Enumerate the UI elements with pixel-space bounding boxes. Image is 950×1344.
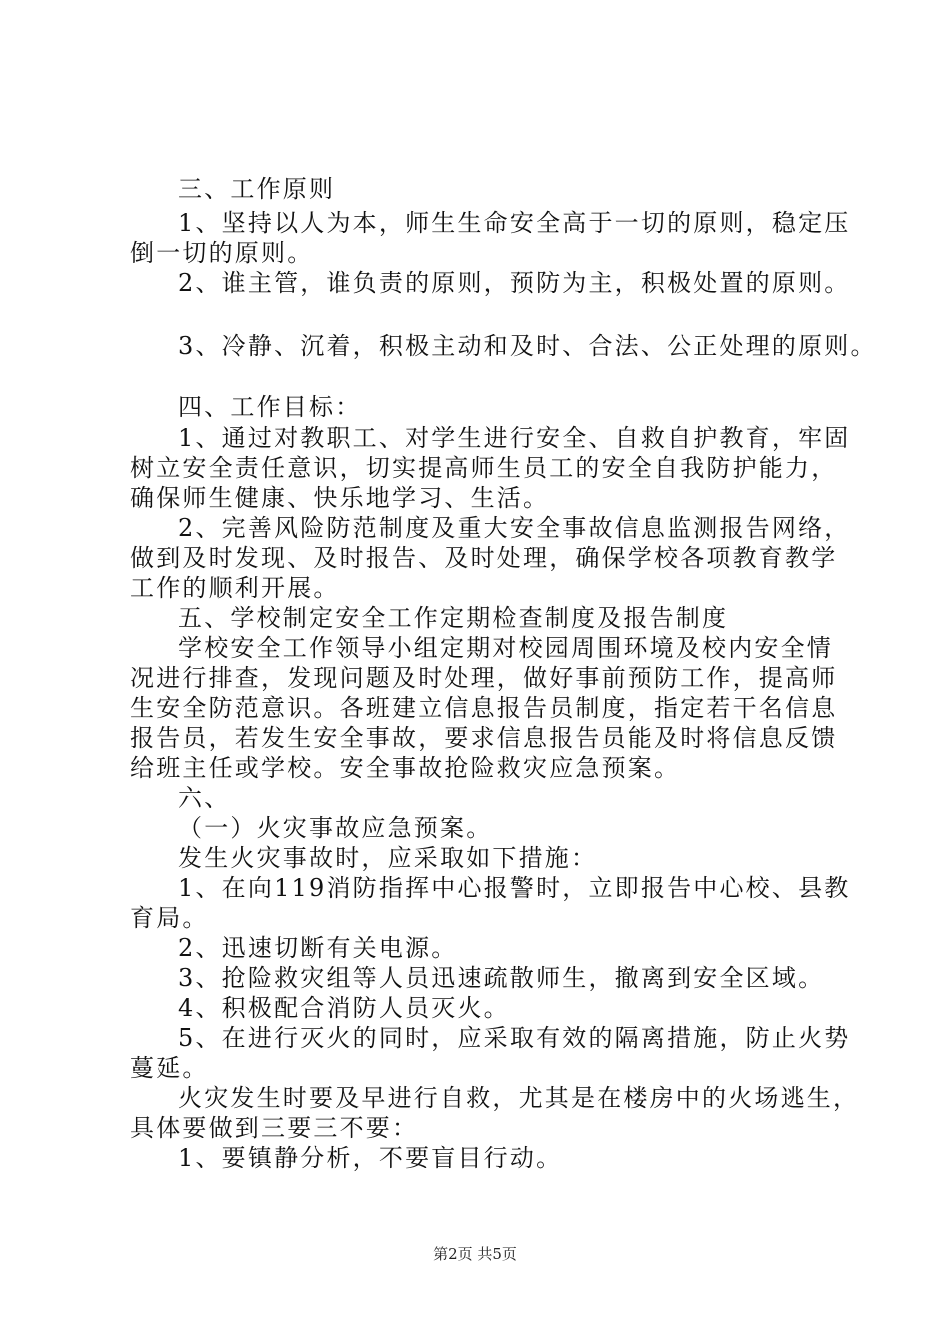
paragraph-line: 学校安全工作领导小组定期对校园周围环境及校内安全情 (178, 634, 833, 662)
paragraph-line: 发生火灾事故时，应采取如下措施： (178, 844, 598, 872)
paragraph-line: 1、通过对教职工、对学生进行安全、自救自护教育，牢固 (178, 424, 851, 452)
paragraph-line: 树立安全责任意识，切实提高师生员工的安全自我防护能力， (130, 454, 838, 482)
section-heading-principles: 三、工作原则 (178, 175, 336, 203)
paragraph-line: 4、积极配合消防人员灭火。 (178, 994, 510, 1022)
paragraph-line: 5、在进行灭火的同时，应采取有效的隔离措施，防止火势 (178, 1024, 851, 1052)
paragraph-line: 况进行排查，发现问题及时处理，做好事前预防工作，提高师 (130, 664, 838, 692)
paragraph-line: 2、迅速切断有关电源。 (178, 934, 458, 962)
paragraph-line: 给班主任或学校。安全事故抢险救灾应急预案。 (130, 754, 681, 782)
paragraph-line: 生安全防范意识。各班建立信息报告员制度，指定若干名信息 (130, 694, 838, 722)
paragraph-line: 育局。 (130, 904, 209, 932)
paragraph-line: 蔓延。 (130, 1054, 209, 1082)
paragraph-line: 3、冷静、沉着，积极主动和及时、合法、公正处理的原则。 (178, 332, 877, 360)
paragraph-line: 报告员，若发生安全事故，要求信息报告员能及时将信息反馈 (130, 724, 838, 752)
paragraph-line: 做到及时发现、及时报告、及时处理，确保学校各项教育教学 (130, 544, 838, 572)
paragraph-line: 3、抢险救灾组等人员迅速疏散师生，撤离到安全区域。 (178, 964, 825, 992)
paragraph-line: 2、完善风险防范制度及重大安全事故信息监测报告网络， (178, 514, 851, 542)
paragraph-line: 火灾发生时要及早进行自救，尤其是在楼房中的火场逃生， (178, 1084, 860, 1112)
paragraph-line: 确保师生健康、快乐地学习、生活。 (130, 484, 550, 512)
page-number-footer: 第2页 共5页 (433, 1245, 517, 1263)
paragraph-line: 1、在向119消防指挥中心报警时，立即报告中心校、县教 (178, 874, 851, 902)
section-heading-inspection: 五、学校制定安全工作定期检查制度及报告制度 (178, 604, 729, 632)
paragraph-line: 倒一切的原则。 (130, 239, 314, 267)
paragraph-line: 2、谁主管，谁负责的原则，预防为主，积极处置的原则。 (178, 269, 851, 297)
paragraph-line: 具体要做到三要三不要： (130, 1114, 419, 1142)
section-heading-six: 六、 (178, 784, 231, 812)
paragraph-line: 工作的顺利开展。 (130, 574, 340, 602)
subsection-heading-fire: （一）火灾事故应急预案。 (178, 814, 493, 842)
paragraph-line: 1、坚持以人为本，师生生命安全高于一切的原则，稳定压 (178, 209, 851, 237)
paragraph-line: 1、要镇静分析，不要盲目行动。 (178, 1144, 563, 1172)
section-heading-goals: 四、工作目标： (178, 393, 362, 421)
